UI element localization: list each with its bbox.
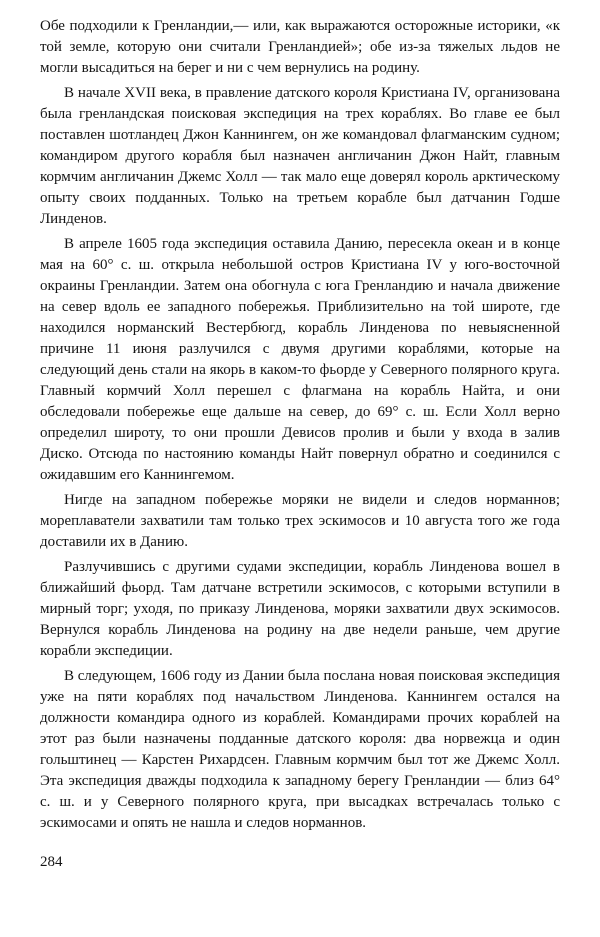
paragraph-2: В начале XVII века, в правление датского короля Кристиана IV, организована была гренландская поисковая экспедиция на трех кораблях. Во главе ее был поставлен шотландец Джон Каннингем, он же командовал флагманским судном; командиром другого корабля был назначен англичанин Джон Найт, главным кормчим англичанин Джемс Холл — так мало еще доверял король арктическому опыту своих подданных. Только на третьем корабле был датчанин Годше Линденов. — [40, 85, 560, 227]
page-number: 284 — [40, 854, 63, 870]
paragraph-6: В следующем, 1606 году из Дании была послана новая поисковая экспедиция уже на пяти кораблях под начальством Линденова. Каннингем остался на должности командира одного из кораблей. Командирами прочих кораблей на этот раз были назначены подданные датского короля: два норвежца и один гольштинец — Карстен Рихардсен. Главным кормчим был тот же Джемс Холл. Эта экспедиция дважды подходила к западному берегу Гренландии — близ 64° с. ш. и у Северного полярного круга, при высадках встречалась только с эскимосами и опять не нашла и следов норманнов. — [40, 668, 560, 831]
book-page — [40, 16, 560, 916]
paragraph-5: Разлучившись с другими судами экспедиции, корабль Линденова вошел в ближайший фьорд. Там датчане встретили эскимосов, с которыми вступили в мирный торг; уходя, по приказу Линденова, моряки захватили двух эскимосов. Вернулся корабль Линденова на родину на две недели раньше, чем другие корабли экспедиции. — [40, 559, 560, 659]
paragraph-1: Обе подходили к Гренландии,— или, как выражаются осторожные историки, «к той земле, которую они считали Гренландией»; обе из-за тяжелых льдов не могли высадиться на берег и ни с чем вернулись на родину. — [40, 18, 560, 76]
paragraph-4: Нигде на западном побережье моряки не видели и следов норманнов; мореплаватели захватили там только трех эскимосов и 10 августа того же года доставили их в Данию. — [40, 492, 560, 550]
paragraph-3: В апреле 1605 года экспедиция оставила Данию, пересекла океан и в конце мая на 60° с. ш. открыла небольшой остров Кристиана IV у юго-восточной окраины Гренландии. Затем она обогнула с юга Гренландию и начала движение на север вдоль ее западного побережья. Приблизительно на той широте, где находился норманский Вестербюгд, корабль Линденова по невыясненной причине 11 июня разлучился с двумя другими кораблями, которые на следующий день стали на якорь в каком-то фьорде у Северного полярного круга. Главный кормчий Холл перешел с флагмана на корабль Найта, и они обследовали побережье еще дальше на север, до 69° с. ш. Если Холл верно определил широту, то они прошли Девисов пролив и были у входа в залив Диско. Отсюда по настоянию команды Найт повернул обратно и соединился с ожидавшим его Каннингемом. — [40, 236, 560, 483]
